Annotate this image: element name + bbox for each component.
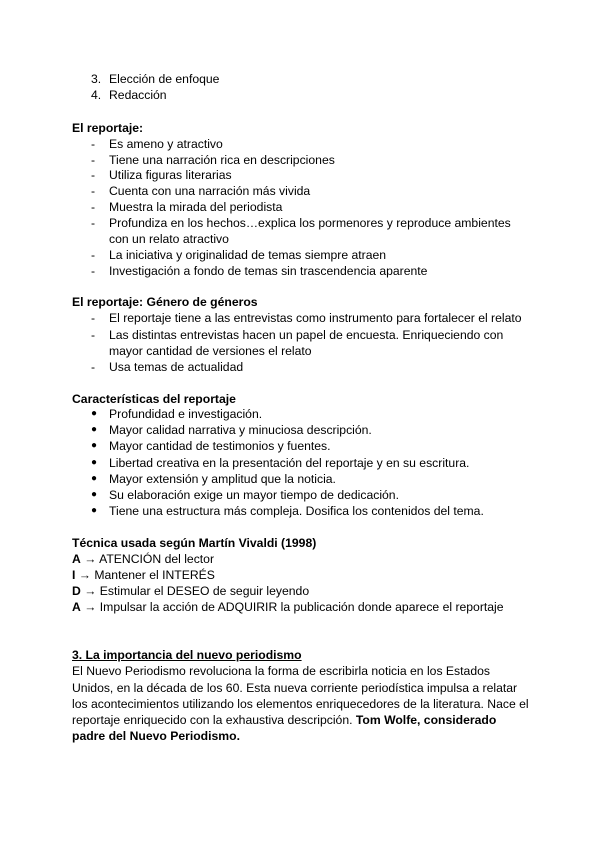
list-item-text: Cuenta con una narración más vivida — [109, 184, 311, 198]
paragraph-line: El Nuevo Periodismo revoluciona la forma de escribirla noticia en los Estados — [72, 664, 490, 678]
dash-marker: - — [91, 153, 96, 167]
arrow-icon: → — [84, 584, 97, 598]
paragraph-line: los acontecimientos utilizando los elementos enriquecedores de la literatura. Nace el — [72, 697, 529, 711]
list-item-text: Mayor cantidad de testimonios y fuentes. — [109, 439, 331, 453]
aida-item — [72, 583, 309, 599]
aida-item — [72, 551, 214, 567]
list-item-text: Profundiza en los hechos…explica los pormenores y reproduce ambientes — [109, 216, 511, 230]
dash-marker: - — [91, 248, 96, 262]
bullet-marker: ● — [91, 440, 98, 451]
list-item-text: Libertad creativa en la presentación del reportaje y en su escritura. — [109, 456, 470, 470]
bullet-marker: ● — [91, 457, 98, 468]
bullet-marker: ● — [91, 489, 98, 500]
list-item-text: El reportaje tiene a las entrevistas como instrumento para fortalecer el relato — [109, 311, 522, 325]
list-item-text: La iniciativa y originalidad de temas siempre atraen — [109, 248, 387, 262]
dash-marker: - — [91, 216, 96, 230]
paragraph-bold-text: padre del Nuevo Periodismo. — [72, 729, 240, 743]
paragraph-line — [72, 712, 496, 728]
dash-marker: - — [91, 137, 96, 151]
dash-marker: - — [91, 311, 96, 325]
list-item-text: Tiene una narración rica en descripciones — [109, 153, 335, 167]
paragraph-line — [72, 728, 240, 744]
paragraph-line: Unidos, en la década de los 60. Esta nueva corriente periodística impulsa a relatar — [72, 681, 518, 695]
list-number: 3. — [91, 72, 102, 86]
aida-item — [72, 599, 504, 615]
dash-marker: - — [91, 168, 96, 182]
list-item-text: mayor cantidad de versiones el relato — [109, 344, 312, 358]
dash-marker: - — [91, 360, 96, 374]
dash-marker: - — [91, 200, 96, 214]
bullet-marker: ● — [91, 505, 98, 516]
section-heading-reportaje: El reportaje: — [72, 121, 144, 135]
aida-item — [72, 567, 215, 583]
arrow-icon: → — [84, 600, 97, 614]
aida-letter: A — [72, 552, 81, 566]
dash-marker: - — [91, 264, 96, 278]
arrow-icon: → — [84, 552, 97, 566]
aida-letter: A — [72, 600, 81, 614]
aida-letter: D — [72, 584, 81, 598]
dash-marker: - — [91, 328, 96, 342]
list-item-text: Mayor extensión y amplitud que la noticia. — [109, 472, 336, 486]
list-item-text: Su elaboración exige un mayor tiempo de dedicación. — [109, 488, 399, 502]
section-heading-genero: El reportaje: Género de géneros — [72, 295, 258, 309]
paragraph-text: reportaje enriquecido con la exhaustiva descripción. — [72, 713, 353, 727]
list-item-text: Tiene una estructura más compleja. Dosifica los contenidos del tema. — [109, 504, 484, 518]
list-item-text: Investigación a fondo de temas sin trascendencia aparente — [109, 264, 428, 278]
list-item-text: Es ameno y atractivo — [109, 137, 223, 151]
list-number: 4. — [91, 88, 102, 102]
arrow-icon: → — [78, 568, 91, 582]
bullet-marker: ● — [91, 408, 98, 419]
aida-text: Mantener el INTERÉS — [94, 568, 215, 582]
section-heading-tecnica: Técnica usada según Martín Vivaldi (1998) — [72, 536, 317, 550]
list-item-text: Utiliza figuras literarias — [109, 168, 232, 182]
paragraph-bold-text: Tom Wolfe, considerado — [355, 713, 497, 727]
section-heading-caracteristicas: Características del reportaje — [72, 392, 236, 406]
dash-marker: - — [91, 184, 96, 198]
list-item-text: Elección de enfoque — [109, 72, 220, 86]
list-item-text: Las distintas entrevistas hacen un papel de encuesta. Enriqueciendo con — [109, 328, 504, 342]
aida-text: ATENCIÓN del lector — [99, 552, 215, 566]
bullet-marker: ● — [91, 473, 98, 484]
aida-letter: I — [72, 568, 76, 582]
aida-text: Impulsar la acción de ADQUIRIR la publicación donde aparece el reportaje — [99, 600, 504, 614]
list-item-text: Profundidad e investigación. — [109, 407, 263, 421]
list-item-text: con un relato atractivo — [109, 232, 229, 246]
aida-text: Estimular el DESEO de seguir leyendo — [99, 584, 310, 598]
list-item-text: Muestra la mirada del periodista — [109, 200, 283, 214]
list-item-text: Usa temas de actualidad — [109, 360, 244, 374]
list-item-text: Mayor calidad narrativa y minuciosa descripción. — [109, 423, 372, 437]
bullet-marker: ● — [91, 424, 98, 435]
list-item-text: Redacción — [109, 88, 167, 102]
section-heading-nuevo-periodismo: 3. La importancia del nuevo periodismo — [72, 648, 302, 662]
